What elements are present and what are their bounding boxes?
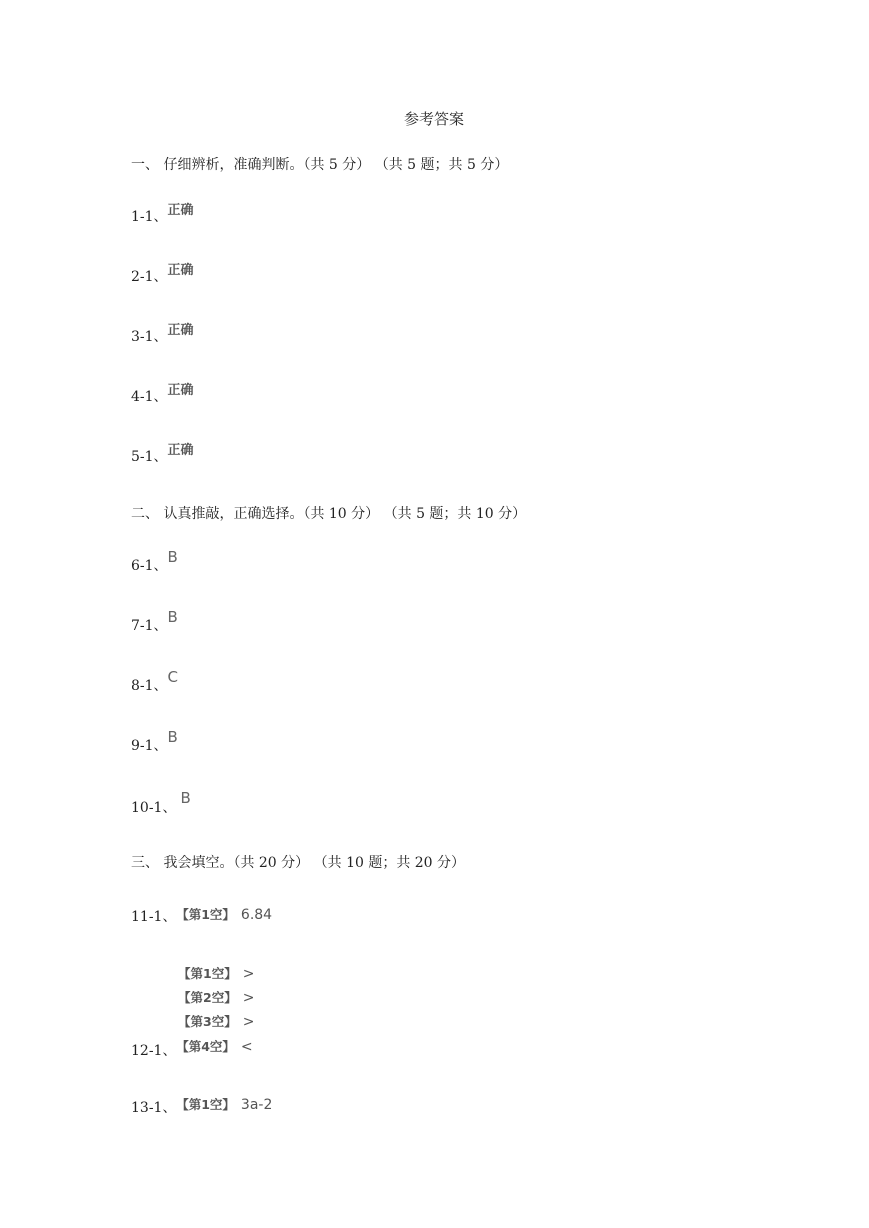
answer-text: 正确 [167,263,194,278]
answer-text: 正确 [167,443,194,458]
blank-label: 【第1空】 [182,1097,235,1112]
answer-row [131,263,194,286]
answer-text: B [167,548,178,566]
question-number: 1-1、 [131,209,168,225]
question-number: 8-1、 [131,678,168,694]
answer-row [131,383,194,406]
blank-answer [182,1040,252,1055]
blank-answer [178,1012,254,1030]
blank-answer [182,908,272,923]
blank-value: 6.84 [240,907,273,923]
answer-text: C [167,668,179,686]
answer-text: 正确 [167,323,194,338]
section-heading-3: 三、 我会填空。（共 20 分） （共 10 题；共 20 分） [131,855,466,871]
answer-row [131,203,194,226]
blank-value: < [240,1039,253,1055]
question-number: 9-1、 [131,738,168,754]
answer-row [131,1040,253,1060]
answer-row [131,608,178,635]
question-number: 11-1、 [131,909,177,925]
section-heading-1: 一、 仔细辨析，准确判断。（共 5 分） （共 5 题；共 5 分） [131,157,509,173]
blank-value: 3a-2 [240,1097,273,1113]
blank-label: 【第4空】 [182,1039,235,1054]
question-number: 6-1、 [131,558,168,574]
blank-label: 【第1空】 [178,966,237,981]
answer-row [131,1097,272,1117]
question-number: 7-1、 [131,618,168,634]
answer-row [131,668,179,695]
answer-text: B [167,608,178,626]
blank-value: > [242,990,255,1006]
answer-text: 正确 [167,383,194,398]
blank-answer [178,988,254,1006]
answer-text: B [180,789,191,807]
answer-row [131,728,178,755]
blank-answer [182,1098,272,1113]
answer-row [131,906,272,926]
answer-row [131,789,191,817]
blank-label: 【第1空】 [182,907,235,922]
question-number: 5-1、 [131,449,168,465]
question-number: 3-1、 [131,329,168,345]
answer-row [131,323,194,346]
answer-text: 正确 [167,203,194,218]
blank-value: > [242,966,255,982]
answer-row [131,443,194,466]
page-title: 参考答案 [404,110,465,128]
question-number: 12-1、 [131,1043,177,1059]
answer-text: B [167,728,178,746]
blank-value: > [242,1014,255,1030]
blank-answer [178,964,254,982]
answer-row [131,548,178,575]
blank-label: 【第3空】 [178,1014,237,1029]
section-heading-2: 二、 认真推敲，正确选择。（共 10 分） （共 5 题；共 10 分） [131,506,527,522]
blank-label: 【第2空】 [178,990,237,1005]
question-number: 4-1、 [131,389,168,405]
question-number: 13-1、 [131,1100,177,1116]
question-number: 10-1、 [131,800,177,816]
question-number: 2-1、 [131,269,168,285]
